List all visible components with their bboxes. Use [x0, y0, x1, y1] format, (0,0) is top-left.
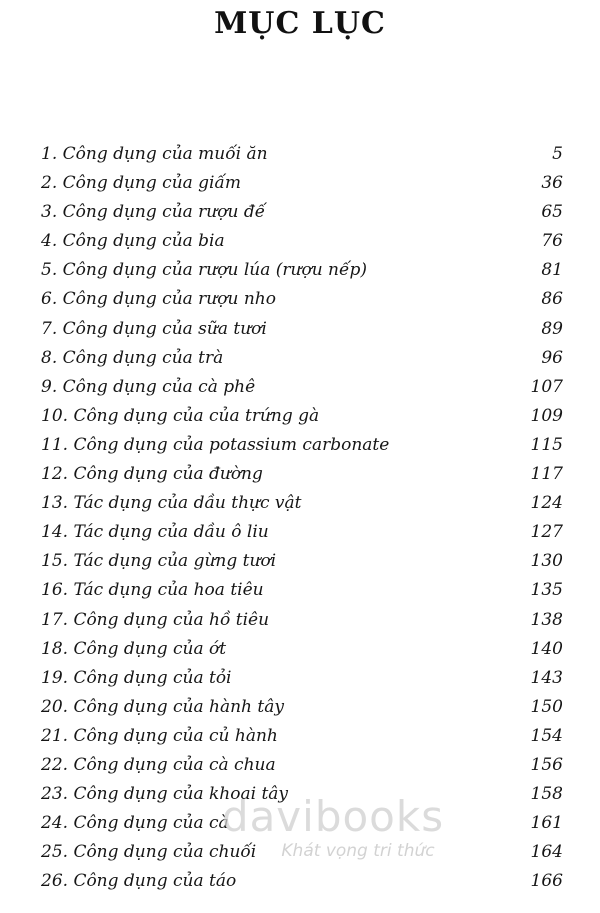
- toc-entry-label: 11. Công dụng của potassium carbonate: [41, 434, 390, 455]
- toc-entry-label: 8. Công dụng của trà: [41, 347, 224, 368]
- toc-entry: [41, 664, 563, 693]
- toc-entry: [41, 373, 563, 402]
- toc-entry: [41, 751, 563, 780]
- toc-entry: [41, 460, 563, 489]
- toc-entry-page-number: 140: [530, 638, 563, 659]
- toc-entry-page-number: 150: [530, 696, 563, 717]
- toc-entry-label: 1. Công dụng của muối ăn: [41, 144, 268, 164]
- toc-entry: [41, 402, 563, 431]
- toc-entry: [41, 315, 563, 344]
- toc-entry-page-number: 65: [541, 202, 563, 223]
- toc-entry: [41, 693, 563, 722]
- toc-entry: [41, 140, 563, 169]
- toc-entry-label: 12. Công dụng của đường: [41, 464, 263, 485]
- toc-entry-page-number: 86: [541, 289, 563, 310]
- toc-entry-label: 14. Tác dụng của dầu ô liu: [41, 522, 269, 543]
- toc-entry-label: 5. Công dụng của rượu lúa (rượu nếp): [41, 260, 367, 281]
- toc-entry: [41, 606, 563, 635]
- toc-entry-label: 4. Công dụng của bia: [41, 231, 225, 252]
- toc-entry: [41, 780, 563, 809]
- toc-entry: [41, 431, 563, 460]
- toc-entry: [41, 227, 563, 256]
- toc-entry-page-number: 135: [530, 580, 563, 601]
- toc-entry-label: 20. Công dụng của hành tây: [41, 696, 284, 717]
- toc-entry-page-number: 127: [530, 522, 563, 543]
- toc-entry-page-number: 36: [541, 173, 563, 194]
- toc-entry-page-number: 89: [541, 318, 563, 339]
- toc-entry-page-number: 164: [530, 842, 563, 863]
- toc-entry-page-number: 143: [530, 667, 563, 688]
- toc-entry-label: 3. Công dụng của rượu đế: [41, 202, 266, 223]
- toc-entry-label: 16. Tác dụng của hoa tiêu: [41, 580, 264, 601]
- toc-entry-page-number: 130: [530, 551, 563, 572]
- toc-entry-page-number: 115: [530, 434, 563, 455]
- toc-entry-page-number: 166: [530, 871, 563, 892]
- toc-entry-page-number: 117: [530, 464, 563, 485]
- toc-entry-label: 10. Công dụng của của trứng gà: [41, 405, 320, 426]
- toc-entry-page-number: 158: [530, 784, 563, 805]
- toc-entry-label: 9. Công dụng của cà phê: [41, 376, 256, 397]
- toc-entry: [41, 635, 563, 664]
- toc-entry-label: 18. Công dụng của ớt: [41, 638, 227, 659]
- toc-entry: [41, 722, 563, 751]
- watermark-tagline: Khát vọng tri thức: [281, 841, 435, 861]
- toc-entry: [41, 518, 563, 547]
- toc-entry-label: 19. Công dụng của tỏi: [41, 667, 232, 688]
- toc-entry: [41, 198, 563, 227]
- toc-entry: [41, 547, 563, 576]
- toc-entry: [41, 838, 563, 867]
- watermark-brand: davibooks: [221, 792, 445, 841]
- toc-entry-label: 23. Công dụng của khoai tây: [41, 784, 289, 805]
- toc-entry-label: 2. Công dụng của giấm: [41, 173, 242, 194]
- toc-entry-page-number: 107: [530, 376, 563, 397]
- toc-entry-page-number: 76: [541, 231, 563, 252]
- table-of-contents: [41, 140, 563, 896]
- toc-entry-page-number: 161: [530, 813, 563, 834]
- toc-entry-label: 13. Tác dụng của dầu thực vật: [41, 493, 302, 514]
- toc-entry-page-number: 81: [541, 260, 563, 281]
- toc-entry-page-number: 138: [530, 609, 563, 630]
- toc-entry-page-number: 5: [552, 144, 563, 164]
- toc-entry: [41, 169, 563, 198]
- toc-entry-label: 6. Công dụng của rượu nho: [41, 289, 276, 310]
- toc-entry: [41, 489, 563, 518]
- toc-entry-label: 24. Công dụng của cà: [41, 813, 229, 834]
- toc-entry-label: 26. Công dụng của táo: [41, 871, 237, 892]
- toc-entry-page-number: 96: [541, 347, 563, 368]
- toc-entry: [41, 809, 563, 838]
- toc-entry-label: 15. Tác dụng của gừng tươi: [41, 551, 277, 572]
- toc-entry: [41, 256, 563, 285]
- page-title: MỤC LỤC: [214, 6, 386, 41]
- toc-entry-page-number: 154: [530, 725, 563, 746]
- toc-entry-label: 22. Công dụng của cà chua: [41, 754, 276, 775]
- toc-entry: [41, 285, 563, 314]
- toc-entry-label: 7. Công dụng của sữa tươi: [41, 318, 267, 339]
- toc-entry-label: 17. Công dụng của hồ tiêu: [41, 609, 270, 630]
- toc-entry: [41, 576, 563, 605]
- toc-entry-page-number: 109: [530, 405, 563, 426]
- toc-entry-page-number: 156: [530, 754, 563, 775]
- toc-entry-label: 21. Công dụng của củ hành: [41, 725, 278, 746]
- toc-entry-page-number: 124: [530, 493, 563, 514]
- toc-entry: [41, 344, 563, 373]
- toc-entry-label: 25. Công dụng của chuối: [41, 842, 257, 863]
- toc-entry: [41, 867, 563, 896]
